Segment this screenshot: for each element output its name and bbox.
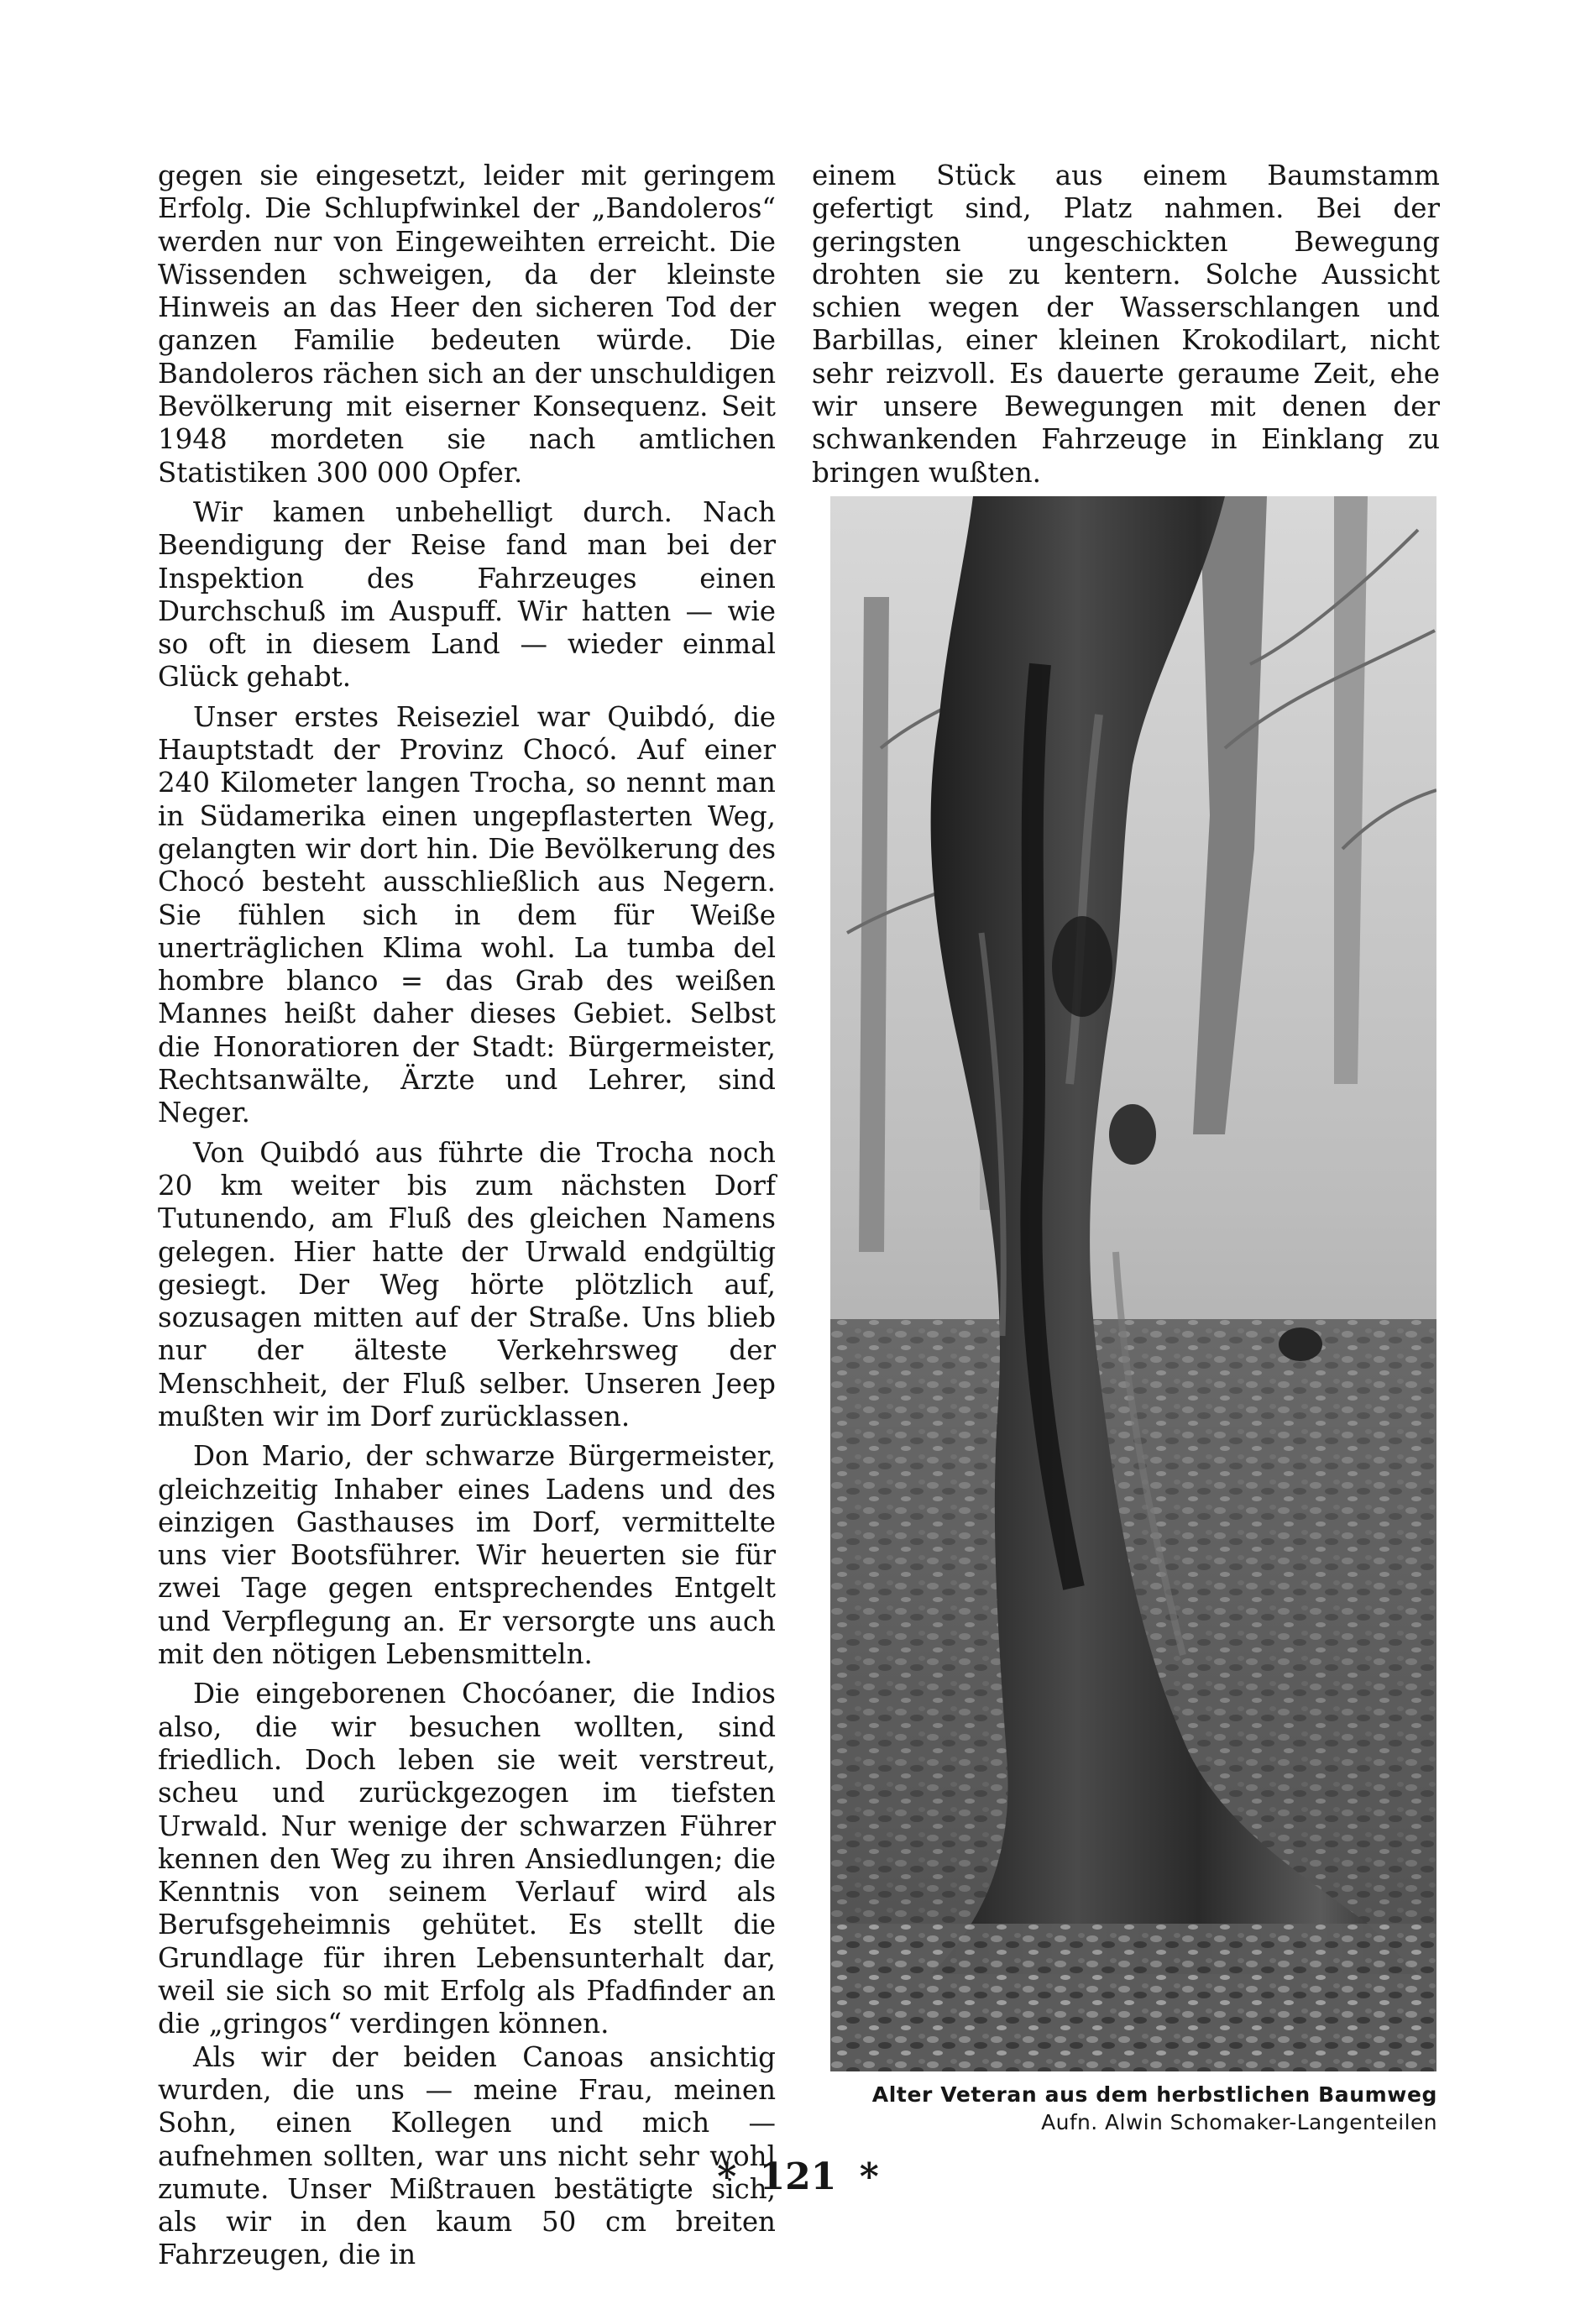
- article-paragraph: einem Stück aus einem Baumstamm gefertigt sind, Platz nahmen. Bei der geringsten ungeschickten Bewegung drohten sie zu kentern. Solche Aussicht schien wegen der Wasserschlangen und Barbillas, einer kleinen Krokodilart, nicht sehr reizvoll. Es dauerte geraume Zeit, ehe wir unsere Bewegungen mit denen der schwankenden Fahrzeuge in Einklang zu bringen wußten.: [812, 160, 1440, 489]
- tree-photo-drawing: [830, 496, 1436, 2071]
- photo-caption: [806, 2081, 1437, 2136]
- article-paragraph: Unser erstes Reiseziel war Quibdó, die Hauptstadt der Provinz Chocó. Auf einer 240 Kilometer langen Trocha, so nennt man in Südamerika einen ungepflasterten Weg, gelangten wir dort hin. Die Bevölkerung des Chocó besteht ausschließlich aus Negern. Sie fühlen sich in dem für Weiße unerträglichen Klima wohl. La tumba del hombre blanco = das Grab des weißen Mannes heißt daher dieses Gebiet. Selbst die Honoratioren der Stadt: Bürgermeister, Rechtsanwälte, Ärzte und Lehrer, sind Neger.: [158, 700, 776, 1129]
- tree-photo: [830, 496, 1436, 2071]
- article-column-right: [812, 160, 1440, 490]
- page-number: * 121 *: [717, 2155, 879, 2198]
- article-paragraph: gegen sie eingesetzt, leider mit geringem Erfolg. Die Schlupfwinkel der „Bandoleros“ werden nur von Eingeweihten erreicht. Die Wissenden schweigen, da der kleinste Hinweis an das Heer den sicheren Tod der ganzen Familie bedeuten würde. Die Bandoleros rächen sich an der unschuldigen Bevölkerung mit eiserner Konsequenz. Seit 1948 mordeten sie nach amtlichen Statistiken 300 000 Opfer.: [158, 160, 776, 489]
- article-paragraph: Von Quibdó aus führte die Trocha noch 20 km weiter bis zum nächsten Dorf Tutunendo, am Fluß des gleichen Namens gelegen. Hier hatte der Urwald endgültig gesiegt. Der Weg hörte plötzlich auf, sozusagen mitten auf der Straße. Uns blieb nur der älteste Verkehrsweg der Menschheit, der Fluß selber. Unseren Jeep mußten wir im Dorf zurücklassen.: [158, 1136, 776, 1432]
- article-paragraph: Als wir der beiden Canoas ansichtig wurden, die uns — meine Frau, meinen Sohn, einen Kollegen und mich — aufnehmen sollten, war uns nicht sehr wohl zumute. Unser Mißtrauen bestätigte sich, als wir in den kaum 50 cm breiten Fahrzeugen, die in: [158, 2040, 776, 2271]
- article-paragraph: Wir kamen unbehelligt durch. Nach Beendigung der Reise fand man bei der Inspektion des Fahrzeuges einen Durchschuß im Auspuff. Wir hatten — wie so oft in diesem Land — wieder einmal Glück gehabt.: [158, 495, 776, 694]
- article-paragraph: Die eingeborenen Chocóaner, die Indios also, die wir besuchen wollten, sind friedlich. Doch leben sie weit verstreut, scheu und zurückgezogen im tiefsten Urwald. Nur wenige der schwarzen Führer kennen den Weg zu ihren Ansiedlungen; die Kenntnis von seinem Verlauf wird als Berufsgeheimnis gehütet. Es stellt die Grundlage für ihren Lebensunterhalt dar, weil sie sich so mit Erfolg als Pfadfinder an die „gringos“ verdingen können.: [158, 1678, 776, 2040]
- article-column-left: [158, 160, 776, 2272]
- article-paragraph: Don Mario, der schwarze Bürgermeister, gleichzeitig Inhaber eines Ladens und des einzigen Gasthauses im Dorf, vermittelte uns vier Bootsführer. Wir heuerten sie für zwei Tage gegen entsprechendes Entgelt und Verpflegung an. Er versorgte uns auch mit den nötigen Lebensmitteln.: [158, 1440, 776, 1671]
- caption-title: Alter Veteran aus dem herbstlichen Baumweg: [871, 2082, 1437, 2107]
- photo-credit: Aufn. Alwin Schomaker-Langenteilen: [1041, 2110, 1437, 2134]
